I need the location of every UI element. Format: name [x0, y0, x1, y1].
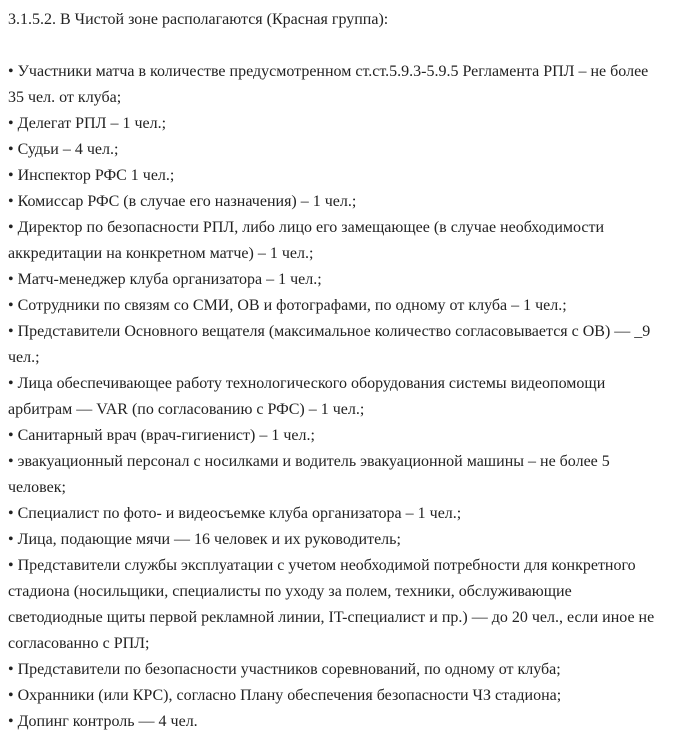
list-item: • Делегат РПЛ – 1 чел.;	[8, 115, 167, 132]
list-item: • Представители по безопасности участников соревнований, по одному от клуба;	[8, 661, 561, 678]
item-list	[8, 59, 668, 735]
list-item: • эвакуационный персонал с носилками и водитель эвакуационной машины – не более 5 человек;	[8, 453, 610, 496]
list-item: • Судьи – 4 чел.;	[8, 141, 119, 158]
list-item: • Сотрудники по связям со СМИ, ОВ и фотографами, по одному от клуба – 1 чел.;	[8, 297, 567, 314]
list-item: • Директор по безопасности РПЛ, либо лицо его замещающее (в случае необходимости аккредитации на конкретном матче) – 1 чел.;	[8, 219, 605, 262]
blank-line	[8, 33, 668, 59]
list-item: • Специалист по фото- и видеосъемке клуба организатора – 1 чел.;	[8, 505, 462, 522]
list-item: • Охранники (или КРС), согласно Плану обеспечения безопасности ЧЗ стадиона;	[8, 687, 562, 704]
list-item: • Допинг контроль — 4 чел.	[8, 713, 198, 730]
list-item: • Матч-менеджер клуба организатора – 1 чел.;	[8, 271, 322, 288]
list-item: • Представители Основного вещателя (максимальное количество согласовывается с ОВ) — _9 чел.;	[8, 323, 651, 366]
list-item: • Санитарный врач (врач-гигиенист) – 1 чел.;	[8, 427, 315, 444]
section-heading: 3.1.5.2. В Чистой зоне располагаются (Красная группа):	[8, 11, 389, 28]
list-item: • Инспектор РФС 1 чел.;	[8, 167, 175, 184]
document-body	[8, 0, 668, 735]
list-item: • Участники матча в количестве предусмотренном ст.ст.5.9.3-5.9.5 Регламента РПЛ – не более 35 чел. от клуба;	[8, 63, 649, 106]
list-item: • Комиссар РФС (в случае его назначения) – 1 чел.;	[8, 193, 357, 210]
list-item: • Лица обеспечивающее работу технологического оборудования системы видеопомощи арбитрам — VAR (по согласованию с РФС) – 1 чел.;	[8, 375, 606, 418]
list-item: • Лица, подающие мячи — 16 человек и их руководитель;	[8, 531, 401, 548]
list-item: • Представители службы эксплуатации с учетом необходимой потребности для конкретного стадиона (носильщики, специалисты по уходу за полем, техники, обслуживающие светодиодные щиты первой рекламной линии, IT-специалист и пр.) — до 20 чел., если иное не согласованно с РПЛ;	[8, 557, 655, 652]
